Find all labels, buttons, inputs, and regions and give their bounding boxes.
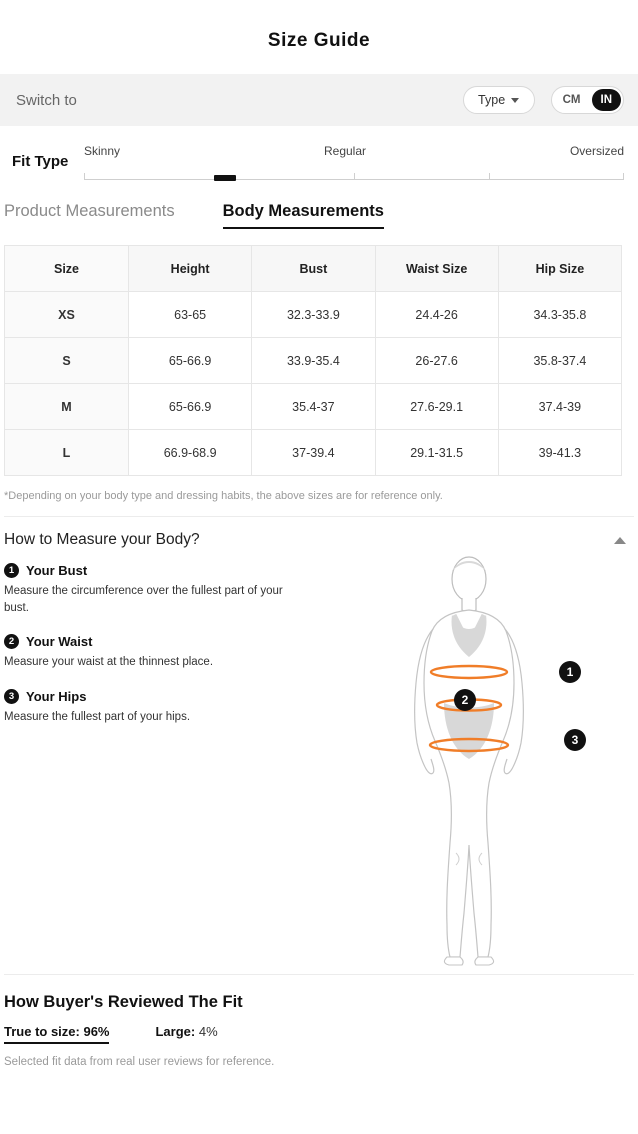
track-notch-mid: [354, 173, 355, 180]
size-table-note: *Depending on your body type and dressing habits, the above sizes are for reference only.: [4, 490, 443, 502]
step-badge: 1: [4, 563, 19, 578]
unit-cm-option[interactable]: CM: [562, 94, 581, 106]
fit-type-track[interactable]: [84, 166, 624, 180]
measure-step: [4, 634, 334, 671]
reviews-title: How Buyer's Reviewed The Fit: [4, 993, 243, 1011]
tab-product-measurements[interactable]: Product Measurements: [4, 202, 175, 220]
fit-tick-oversized: Oversized: [569, 144, 624, 158]
step-heading: [4, 689, 334, 704]
cell-waist: 29.1-31.5: [375, 430, 498, 476]
figure-marker-bust: 1: [559, 661, 581, 683]
track-notch-end: [623, 173, 624, 180]
col-height: Height: [129, 246, 252, 292]
cell-hip: 35.8-37.4: [498, 338, 621, 384]
cell-height: 63-65: [129, 292, 252, 338]
step-description: Measure the circumference over the fullest part of your bust.: [4, 585, 283, 614]
table-row: [5, 430, 622, 476]
fit-type-ticks: [84, 144, 624, 166]
female-body-illustration: [334, 553, 604, 968]
tab-body-measurements[interactable]: Body Measurements: [223, 202, 384, 229]
cell-bust: 33.9-35.4: [252, 338, 375, 384]
chevron-up-icon[interactable]: [614, 537, 626, 544]
step-title: Your Bust: [26, 563, 88, 578]
reviews-note: Selected fit data from real user reviews for reference.: [4, 1056, 275, 1068]
cell-size: L: [5, 430, 129, 476]
table-header-row: [5, 246, 622, 292]
cell-hip: 34.3-35.8: [498, 292, 621, 338]
table-row: [5, 384, 622, 430]
step-heading: [4, 634, 334, 649]
cell-size: S: [5, 338, 129, 384]
fit-tick-skinny: Skinny: [84, 144, 121, 158]
cell-waist: 26-27.6: [375, 338, 498, 384]
fit-type-section: [0, 126, 638, 180]
cell-size: XS: [5, 292, 129, 338]
switch-to-label: Switch to: [16, 91, 77, 109]
step-title: Your Waist: [26, 634, 93, 650]
large-label: Large:: [155, 1024, 196, 1039]
cell-height: 66.9-68.9: [129, 430, 252, 476]
fit-type-slider[interactable]: [84, 144, 624, 180]
step-description: Measure your waist at the thinnest place.: [4, 656, 214, 669]
measure-step: [4, 689, 334, 726]
fit-type-thumb[interactable]: [214, 175, 236, 181]
cell-waist: 27.6-29.1: [375, 384, 498, 430]
size-table: [4, 245, 622, 476]
page-title: Size Guide: [267, 30, 371, 51]
switch-controls: [463, 86, 624, 114]
type-select-label: Type: [478, 93, 506, 107]
measure-step: [4, 563, 334, 616]
unit-toggle[interactable]: [551, 86, 624, 114]
step-badge: 3: [4, 689, 19, 704]
cell-bust: 35.4-37: [252, 384, 375, 430]
step-badge: 2: [4, 634, 19, 649]
fit-tick-regular: Regular: [323, 144, 367, 158]
figure-marker-waist: 2: [454, 689, 476, 711]
col-hip: Hip Size: [498, 246, 621, 292]
cell-bust: 37-39.4: [252, 430, 375, 476]
cell-hip: 37.4-39: [498, 384, 621, 430]
col-waist: Waist Size: [375, 246, 498, 292]
large-value: 4%: [198, 1024, 218, 1039]
cell-bust: 32.3-33.9: [252, 292, 375, 338]
body-figure: [334, 553, 604, 968]
step-description: Measure the fullest part of your hips.: [4, 711, 191, 724]
measure-steps: [4, 563, 334, 968]
cell-height: 65-66.9: [129, 338, 252, 384]
large-stat: [155, 1024, 217, 1039]
cell-hip: 39-41.3: [498, 430, 621, 476]
how-to-measure-title: How to Measure your Body?: [4, 531, 200, 548]
cell-height: 65-66.9: [129, 384, 252, 430]
unit-in-option[interactable]: IN: [592, 89, 622, 111]
figure-marker-hips: 3: [564, 729, 586, 751]
type-select[interactable]: [463, 86, 535, 114]
cell-size: M: [5, 384, 129, 430]
cell-waist: 24.4-26: [375, 292, 498, 338]
table-row: [5, 292, 622, 338]
true-to-size-stat: True to size: 96%: [4, 1024, 109, 1044]
table-row: [5, 338, 622, 384]
fit-type-label: Fit Type: [12, 153, 69, 170]
step-title: Your Hips: [26, 689, 87, 705]
measurement-tabs: [0, 180, 638, 239]
track-notch-right: [489, 173, 490, 180]
track-notch-start: [84, 173, 85, 180]
reviews-row: [0, 1024, 638, 1044]
col-size: Size: [5, 246, 129, 292]
step-heading: [4, 563, 334, 578]
unit-switch-bar: [0, 74, 638, 126]
chevron-down-icon: [511, 98, 519, 103]
col-bust: Bust: [252, 246, 375, 292]
how-to-measure-body: [0, 559, 638, 968]
